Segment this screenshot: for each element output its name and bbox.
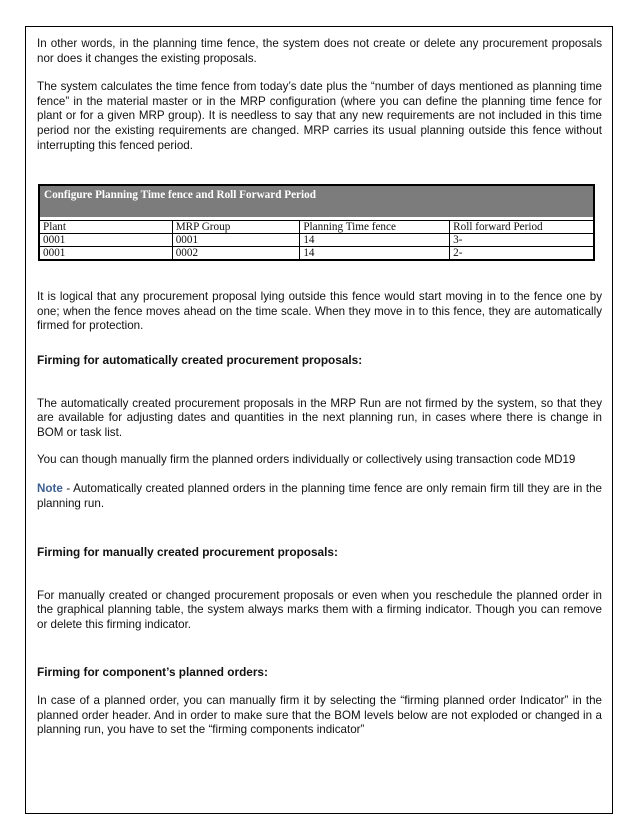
note-paragraph [37, 482, 602, 511]
table-container [37, 184, 602, 261]
table-cell: 0001 [39, 247, 172, 261]
heading-automatic-firming: Firming for automatically created procurement proposals: [37, 352, 363, 367]
table-cell: 0001 [39, 234, 172, 247]
paragraph-manual-proposals: For manually created or changed procurement proposals or even when you reschedule the planned order in the graphical planning table, the system always marks them with a firming indicator. Though you can remove or delete this firming indicator. [37, 588, 602, 631]
column-header-mrp-group: MRP Group [172, 221, 300, 234]
heading-component-firming: Firming for component’s planned orders: [37, 665, 268, 680]
paragraph-fence-movement: It is logical that any procurement proposal lying outside this fence would start moving in to the fence one by one; when the fence moves ahead on the time scale. When they move in to this fence, they are automatically firmed for protection. [37, 290, 602, 333]
column-header-plant: Plant [39, 221, 172, 234]
paragraph-automatic-proposals: The automatically created procurement proposals in the MRP Run are not firmed by the system, so that they are available for adjusting dates and quantities in the next planning run, in cases where there is change in BOM or task list. [37, 396, 602, 439]
note-text: - Automatically created planned orders in the planning time fence are only remain firm till they are in the planning run. [37, 481, 602, 510]
table-cell: 0001 [172, 234, 300, 247]
paragraph-time-fence-intro: In other words, in the planning time fence, the system does not create or delete any procurement proposals nor does it changes the existing proposals. [37, 37, 602, 65]
table-row [39, 234, 594, 247]
table-cell: 3- [450, 234, 594, 247]
column-header-roll-forward-period: Roll forward Period [450, 221, 594, 234]
paragraph-manual-firm-md19: You can though manually firm the planned orders individually or collectively using transaction code MD19 [37, 453, 576, 467]
table-cell: 14 [300, 247, 450, 261]
table-cell: 14 [300, 234, 450, 247]
table-title-row [39, 185, 594, 217]
column-header-planning-time-fence: Planning Time fence [300, 221, 450, 234]
note-label: Note [37, 481, 63, 495]
heading-manual-firming: Firming for manually created procurement proposals: [37, 545, 338, 560]
paragraph-component-planned-orders: In case of a planned order, you can manually firm it by selecting the “firming planned order Indicator” in the planned order header. And in order to make sure that the BOM levels below are not exploded or changed in a planning run, you have to set the “firming components indicator” [37, 694, 602, 737]
table-row [39, 247, 594, 261]
table-header-row [39, 221, 594, 234]
table-title: Configure Planning Time fence and Roll Forward Period [39, 185, 594, 217]
table-cell: 0002 [172, 247, 300, 261]
time-fence-config-table [38, 184, 595, 261]
paragraph-time-fence-calculation: The system calculates the time fence from today’s date plus the “number of days mentioned as planning time fence” in the material master or in the MRP configuration (where you can define the planning time fence for plant or for a given MRP group). It is needless to say that any new requirements are not included in this time period nor the existing requirements are changed. MRP carries its usual planning outside this fence without interrupting this fenced period. [37, 80, 602, 152]
document-body [37, 37, 602, 738]
table-cell: 2- [450, 247, 594, 261]
